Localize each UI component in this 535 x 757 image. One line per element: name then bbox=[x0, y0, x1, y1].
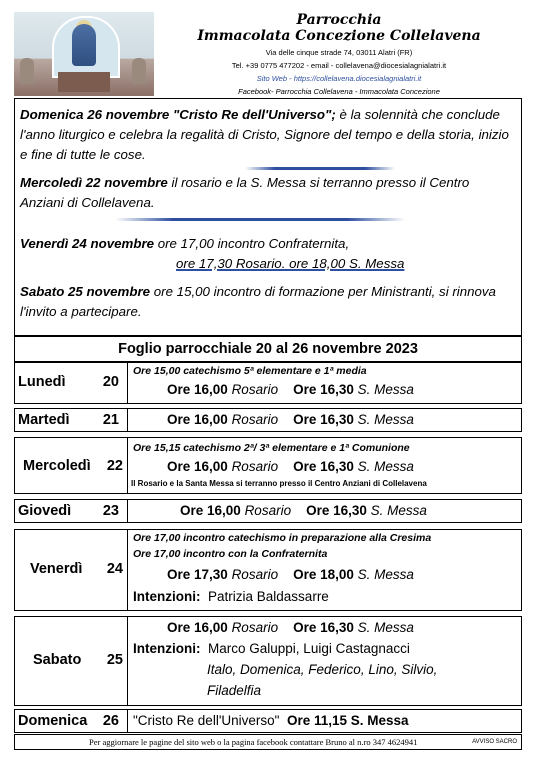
church-interior-photo bbox=[14, 12, 154, 96]
notice-friday bbox=[20, 234, 516, 254]
divider-wave bbox=[245, 167, 395, 170]
mass-label: S. Messa bbox=[357, 382, 414, 397]
row-times bbox=[167, 412, 414, 427]
notice-friday-date: Venerdì 24 novembre bbox=[20, 236, 155, 251]
mass-label: S. Messa bbox=[357, 412, 414, 427]
schedule-row-monday bbox=[14, 362, 522, 404]
rosary-time: Ore 16,00 bbox=[167, 382, 228, 397]
mass-label: S. Messa bbox=[370, 503, 427, 518]
rosary-time: Ore 17,30 bbox=[167, 567, 228, 582]
notice-wednesday bbox=[20, 173, 516, 213]
mass-time: Ore 16,30 bbox=[293, 459, 354, 474]
day-name: Mercoledì bbox=[23, 458, 91, 474]
row-times bbox=[180, 503, 427, 518]
rosary-label: Rosario bbox=[231, 620, 279, 635]
intentions-names-3: Filadelfia bbox=[207, 683, 262, 698]
header-contacts: Tel. +39 0775 477202 - email - collelavena@diocesialagnialatri.it bbox=[231, 61, 447, 70]
mass-label: S. Messa bbox=[357, 459, 414, 474]
notice-wednesday-text: il rosario e la S. Messa si terranno presso il Centro Anziani di Collelavena. bbox=[20, 175, 470, 210]
notice-sunday bbox=[20, 105, 516, 165]
column-divider bbox=[127, 363, 128, 403]
divider-wave bbox=[115, 218, 405, 221]
rosary-label: Rosario bbox=[231, 412, 279, 427]
schedule-row-wednesday bbox=[14, 437, 522, 494]
schedule-row-thursday bbox=[14, 499, 522, 523]
rosary-time: Ore 16,00 bbox=[167, 620, 228, 635]
row-times bbox=[133, 713, 409, 728]
mass-time: Ore 16,30 bbox=[293, 382, 354, 397]
notice-sunday-date: Domenica 26 novembre "Cristo Re dell'Universo"; bbox=[20, 107, 336, 122]
notice-friday-times bbox=[176, 254, 516, 274]
row-note-location: Il Rosario e la Santa Messa si terranno presso il Centro Anziani di Collelavena bbox=[131, 479, 427, 488]
row-intentions bbox=[133, 641, 410, 656]
notice-sunday-text: è la solennità che conclude l'anno liturgico e celebra la regalità di Cristo, Signore del tempo e della storia, inizio e fine di tutte le cose. bbox=[20, 107, 509, 162]
day-name: Domenica bbox=[18, 713, 88, 729]
day-name: Sabato bbox=[33, 652, 82, 668]
day-name: Venerdì bbox=[30, 561, 83, 577]
column-divider bbox=[127, 409, 128, 431]
altar bbox=[58, 72, 110, 92]
rosary-time: Ore 16,00 bbox=[167, 412, 228, 427]
notice-saturday bbox=[20, 282, 516, 322]
row-intentions bbox=[133, 589, 329, 604]
schedule-row-saturday bbox=[14, 616, 522, 706]
intentions-label: Intenzioni: bbox=[133, 589, 201, 604]
schedule-row-sunday bbox=[14, 709, 522, 733]
intentions-names: Marco Galuppi, Luigi Castagnacci bbox=[208, 641, 410, 656]
row-note: Ore 17,00 incontro catechismo in preparazione alla Cresima bbox=[133, 532, 432, 544]
footer-text: Per aggiornare le pagine del sito web o la pagina facebook contattare Bruno al n.ro 347 4624941 bbox=[89, 737, 418, 747]
row-times bbox=[167, 567, 414, 582]
intentions-names: Patrizia Baldassarre bbox=[208, 589, 329, 604]
notice-friday-text: ore 17,00 incontro Confraternita, bbox=[154, 236, 350, 251]
parish-header bbox=[14, 12, 522, 98]
statue-right bbox=[132, 58, 146, 84]
mass-time: Ore 16,30 bbox=[306, 503, 367, 518]
rosary-label: Rosario bbox=[231, 459, 279, 474]
intentions-names-2: Italo, Domenica, Federico, Lino, Silvio, bbox=[207, 662, 438, 677]
footer-tag: AVVISO SACRO bbox=[472, 739, 517, 745]
row-note: Ore 15,00 catechismo 5ª elementare e 1ª media bbox=[133, 365, 367, 377]
day-number: 22 bbox=[106, 458, 123, 474]
rosary-time: Ore 16,00 bbox=[167, 459, 228, 474]
notice-saturday-date: Sabato 25 novembre bbox=[20, 284, 151, 299]
rosary-label: Rosario bbox=[244, 503, 292, 518]
day-name: Martedì bbox=[18, 412, 70, 428]
day-number: 24 bbox=[106, 561, 123, 577]
header-title-name: Immacolata Concezione Collelavena bbox=[197, 28, 481, 44]
madonna-statue bbox=[72, 24, 96, 66]
mass-label: S. Messa bbox=[357, 620, 414, 635]
column-divider bbox=[127, 710, 128, 732]
day-number: 20 bbox=[102, 374, 119, 390]
header-title-parish: Parrocchia bbox=[296, 12, 382, 28]
notice-wednesday-date: Mercoledì 22 novembre bbox=[20, 175, 168, 190]
header-facebook: Facebook- Parrocchia Collelavena - Immacolata Concezione bbox=[238, 87, 440, 96]
day-number: 25 bbox=[106, 652, 123, 668]
mass-time: Ore 11,15 S. Messa bbox=[286, 713, 409, 728]
header-address: Via delle cinque strade 74, 03011 Alatri (FR) bbox=[265, 48, 413, 57]
column-divider bbox=[127, 500, 128, 522]
mass-time: Ore 16,30 bbox=[293, 620, 354, 635]
schedule-row-tuesday bbox=[14, 408, 522, 432]
mass-label: S. Messa bbox=[357, 567, 414, 582]
footer bbox=[14, 734, 522, 750]
schedule-title: Foglio parrocchiale 20 al 26 novembre 2023 bbox=[14, 336, 522, 363]
day-number: 26 bbox=[102, 713, 119, 729]
row-note: Ore 15,15 catechismo 2ª/ 3ª elementare e 1ª Comunione bbox=[133, 442, 410, 454]
mass-time: Ore 16,30 bbox=[293, 412, 354, 427]
intentions-label: Intenzioni: bbox=[133, 641, 201, 656]
schedule-row-friday bbox=[14, 529, 522, 611]
feast-name: "Cristo Re dell'Universo" bbox=[133, 713, 280, 728]
mass-time: Ore 18,00 bbox=[293, 567, 354, 582]
rosary-time: Ore 16,00 bbox=[180, 503, 241, 518]
column-divider bbox=[127, 438, 128, 493]
statue-left bbox=[20, 58, 34, 84]
column-divider bbox=[127, 530, 128, 610]
column-divider bbox=[127, 617, 128, 705]
notice-friday-times-text: ore 17,30 Rosario. ore 18,00 S. Messa bbox=[176, 256, 405, 271]
row-times bbox=[167, 382, 414, 397]
notices-box bbox=[14, 98, 522, 336]
day-name: Giovedì bbox=[18, 503, 72, 519]
rosary-label: Rosario bbox=[231, 382, 279, 397]
rosary-label: Rosario bbox=[231, 567, 279, 582]
day-number: 23 bbox=[102, 503, 119, 519]
row-times bbox=[167, 620, 414, 635]
row-times bbox=[167, 459, 414, 474]
header-website-link[interactable]: Sito Web - https://collelavena.diocesialagnialatri.it bbox=[256, 74, 422, 83]
row-note-2: Ore 17,00 incontro con la Confraternita bbox=[133, 548, 328, 560]
notice-saturday-text: ore 15,00 incontro di formazione per Ministranti, si rinnova l'invito a partecipare. bbox=[20, 284, 496, 319]
day-number: 21 bbox=[102, 412, 119, 428]
day-name: Lunedì bbox=[18, 374, 66, 390]
